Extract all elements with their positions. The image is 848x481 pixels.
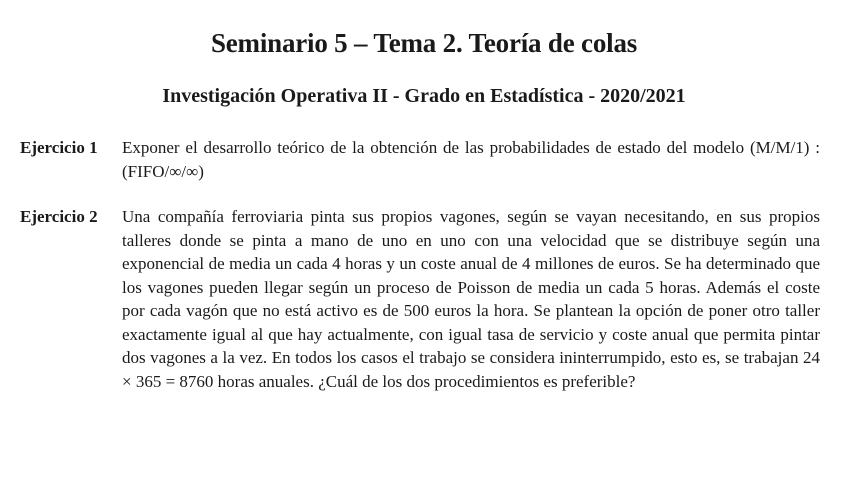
page-title: Seminario 5 – Tema 2. Teoría de colas: [210, 28, 638, 58]
exercise-2-text: Una compañía ferroviaria pinta sus propios vagones, según se vayan necesitando, en sus propios talleres donde se pinta a mano de uno en uno con una velocidad que se distribuye según una exponencial de media un cada 4 horas y un coste anual de 4 millones de euros. Se ha determinado que los vagones pueden llegar según un proceso de Poisson de media un cada 5 horas. Además el coste por cada vagón que no está activo es de 500 euros la hora. Se plantean la opción de poner otro taller exactamente igual al que hay actualmente, con igual tasa de servicio y coste anual que permita pintar dos vagones a la vez. En todos los casos el trabajo se considera ininterrumpido, esto es, se trabajan 24 × 365 = 8760 horas anuales. ¿Cuál de los dos procedimientos es preferible?: [122, 207, 820, 391]
exercise-1-label: Ejercicio 1: [20, 138, 98, 157]
exercise-2-label: Ejercicio 2: [20, 207, 98, 226]
exercise-1-text: Exponer el desarrollo teórico de la obtención de las probabilidades de estado del modelo (M/M/1) : (FIFO/∞/∞): [122, 138, 820, 181]
page-subtitle: Investigación Operativa II - Grado en Estadística - 2020/2021: [162, 85, 686, 107]
